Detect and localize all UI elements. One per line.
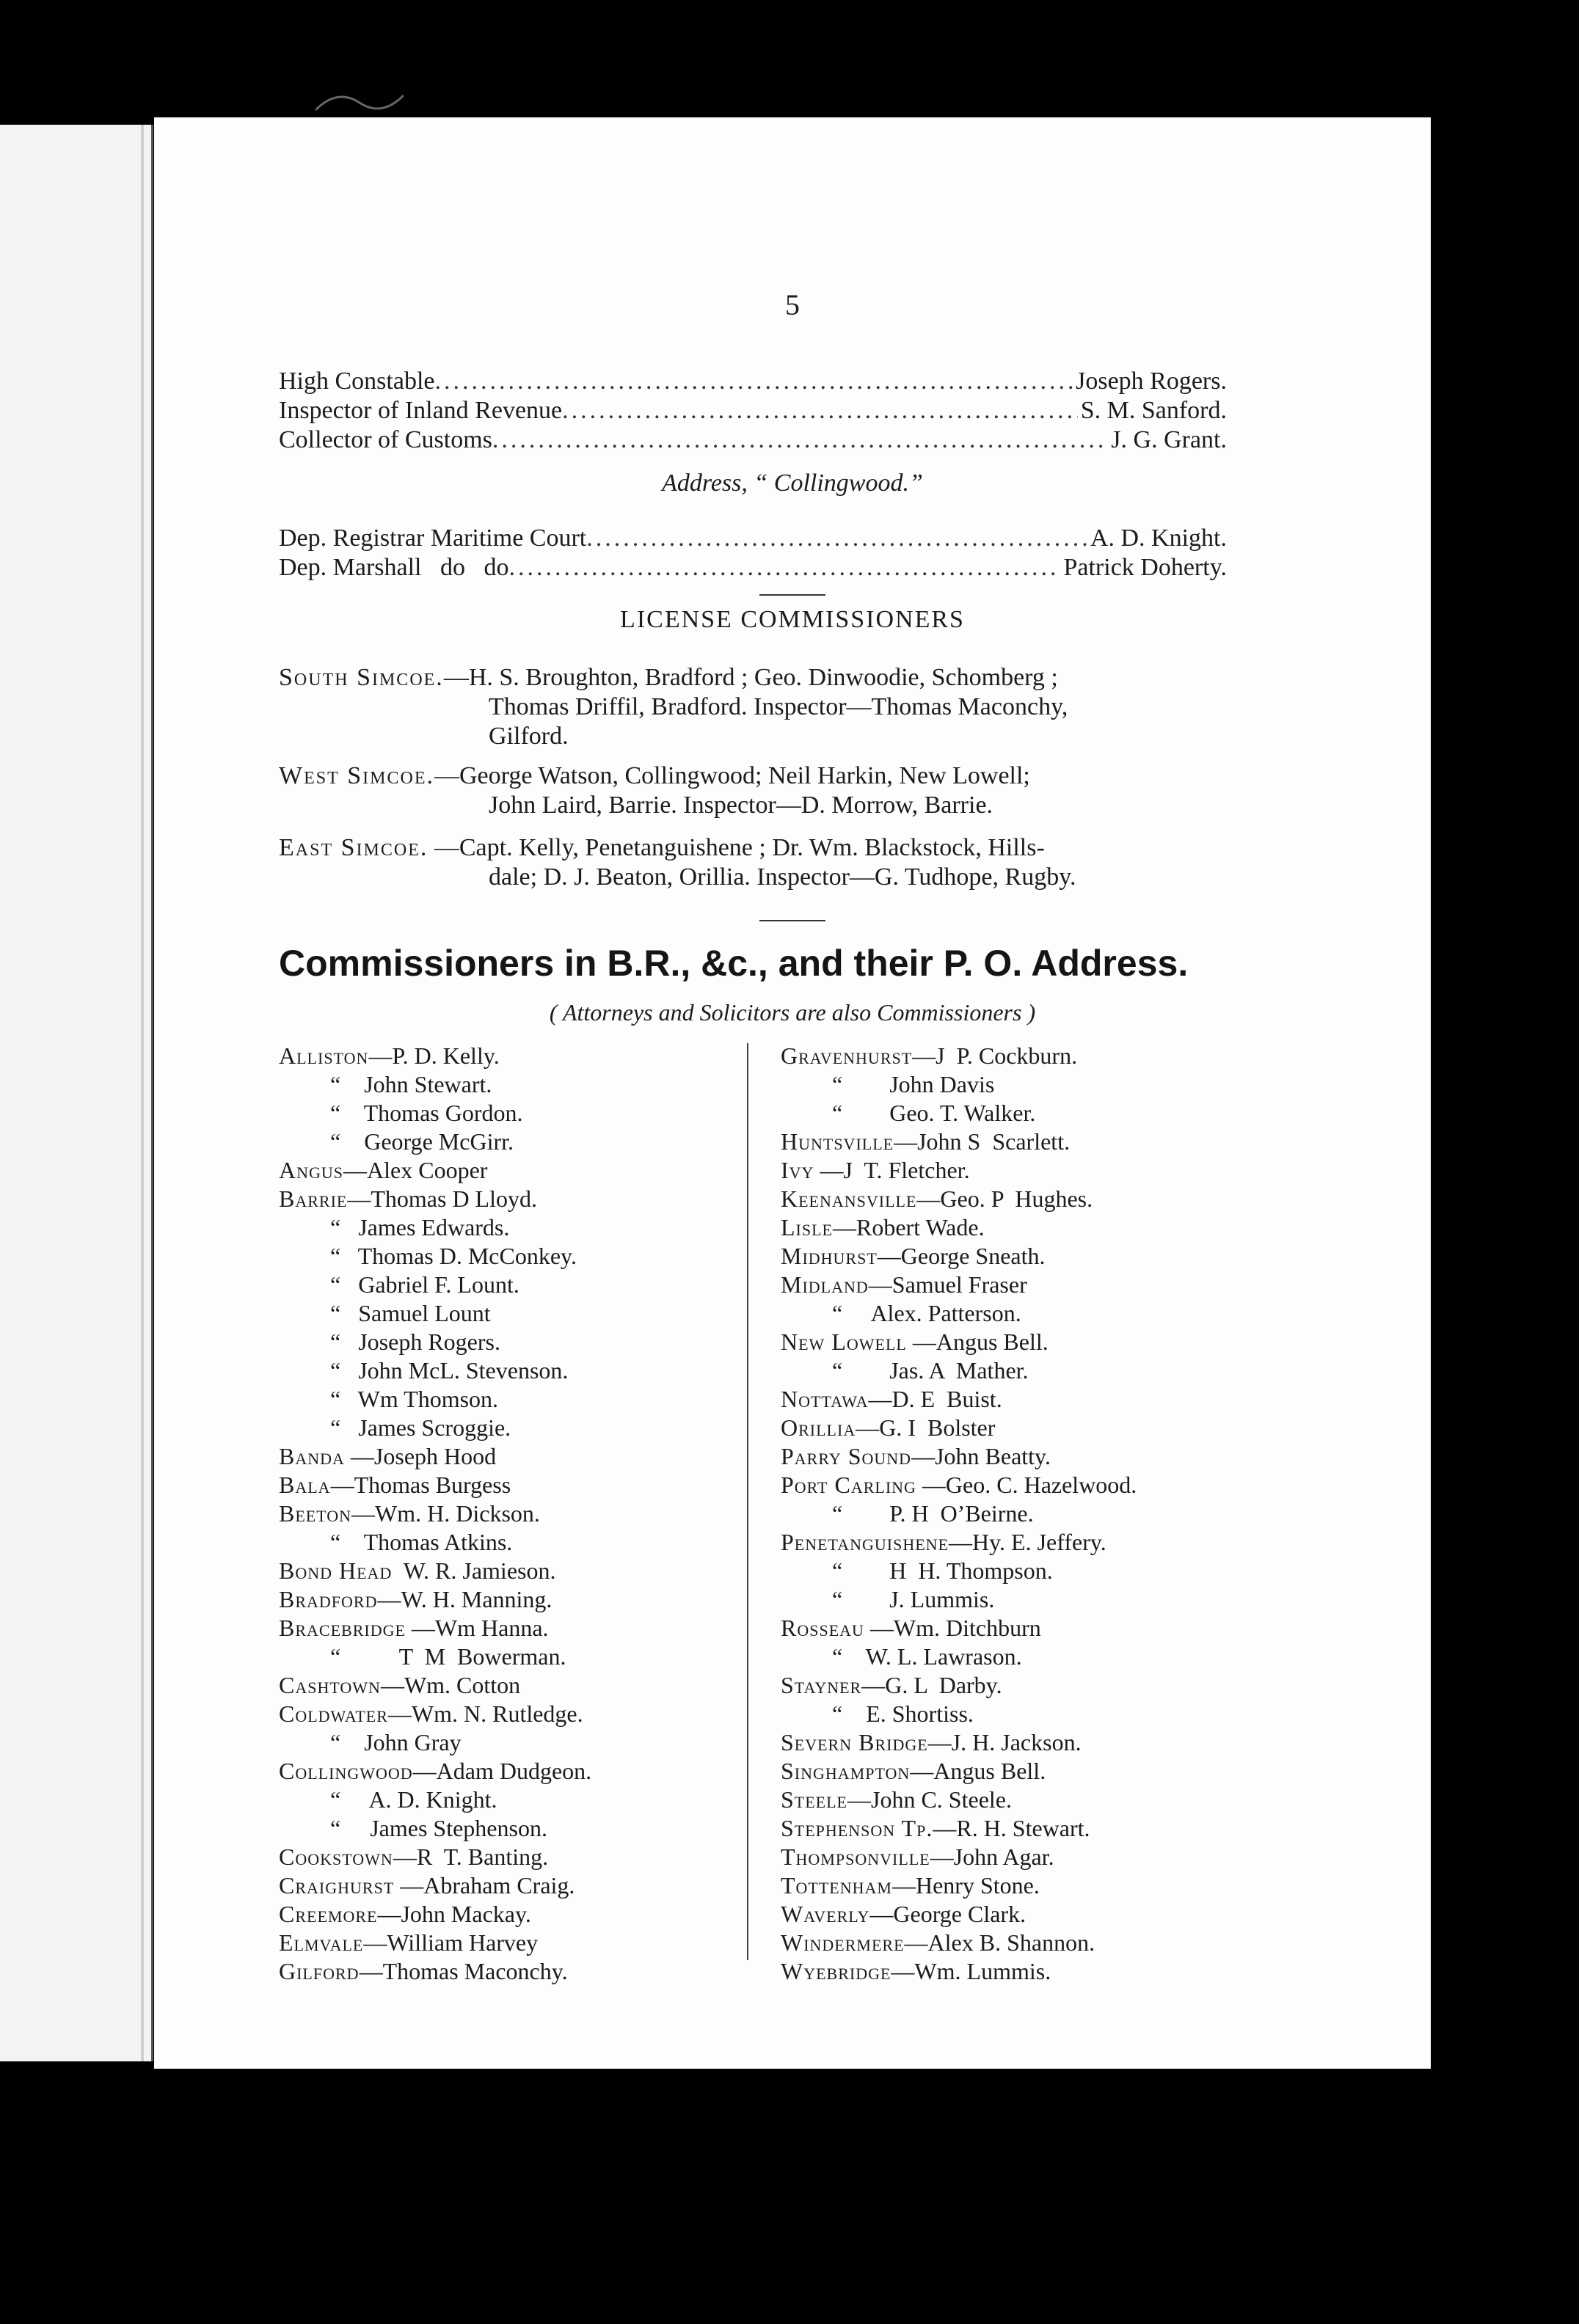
facing-page-edge <box>0 125 153 2061</box>
place-name: Bracebridge <box>279 1615 406 1641</box>
license-entry <box>279 663 1227 751</box>
commissioner-entry <box>279 1385 734 1414</box>
place-name: Angus <box>279 1157 344 1183</box>
place-name: Thompsonville <box>781 1844 930 1870</box>
commissioner-name: —W. H. Manning. <box>377 1586 553 1612</box>
commissioner-entry <box>279 1700 734 1728</box>
commissioner-name: “ W. L. Lawrason. <box>832 1643 1022 1670</box>
commissioner-entry <box>279 1299 734 1328</box>
commissioner-name: —Alex B. Shannon. <box>904 1929 1095 1956</box>
officer-name: Patrick Doherty. <box>1063 554 1227 581</box>
column-divider <box>747 1043 748 1960</box>
place-name: Port Carling <box>781 1472 916 1498</box>
commissioner-name: —Geo. C. Hazelwood. <box>916 1472 1137 1498</box>
leader-dots <box>586 524 1087 553</box>
commissioner-name: —J T. Fletcher. <box>814 1157 970 1183</box>
place-name: Tottenham <box>781 1872 892 1899</box>
commissioner-name: “ Wm Thomson. <box>330 1386 499 1412</box>
commissioner-entry <box>781 1957 1280 1986</box>
place-name: Keenansville <box>781 1185 917 1212</box>
commissioner-entry <box>781 1471 1280 1499</box>
officer-name: J. G. Grant. <box>1111 426 1227 453</box>
officer-name: A. D. Knight. <box>1090 525 1227 552</box>
commissioner-entry <box>279 1128 734 1156</box>
commissioner-entry <box>781 1614 1280 1642</box>
commissioner-name: —Joseph Hood <box>344 1443 497 1469</box>
leader-dots <box>434 367 1073 396</box>
commissioner-entry <box>781 1271 1280 1299</box>
commissioner-name: “ John Stewart. <box>330 1071 492 1097</box>
commissioner-entry <box>279 1356 734 1385</box>
place-name: Coldwater <box>279 1700 388 1727</box>
commissioner-name: —J. H. Jackson. <box>927 1729 1082 1755</box>
section-rule <box>759 920 825 921</box>
place-name: Huntsville <box>781 1128 894 1155</box>
commissioner-entry <box>279 1414 734 1442</box>
commissioner-name: —Wm. Lummis. <box>891 1958 1051 1984</box>
commissioner-name: —Wm Hanna. <box>405 1615 549 1641</box>
place-name: Cashtown <box>279 1672 381 1698</box>
commissioner-name: —Thomas Maconchy. <box>359 1958 568 1984</box>
officer-name: S. M. Sanford. <box>1080 397 1227 424</box>
commissioner-name: “ P. H O’Beirne. <box>832 1500 1034 1527</box>
commissioner-entry <box>781 1929 1280 1957</box>
commissioner-entry <box>781 1585 1280 1614</box>
commissioner-name: “ Thomas D. McConkey. <box>330 1243 577 1269</box>
commissioner-entry <box>279 1728 734 1757</box>
commissioner-entry <box>781 1557 1280 1585</box>
commissioner-name: “ John Davis <box>832 1071 995 1097</box>
commissioner-entry <box>279 1156 734 1185</box>
commissioner-entry <box>279 1614 734 1642</box>
license-entry <box>279 833 1227 892</box>
place-name: Parry Sound <box>781 1443 912 1469</box>
place-name: Stephenson Tp. <box>781 1815 933 1841</box>
commissioner-name: “ Thomas Atkins. <box>330 1529 513 1555</box>
commissioner-entry <box>279 1957 734 1986</box>
commissioner-name: —George Sneath. <box>877 1243 1046 1269</box>
commissioner-name: —Hy. E. Jeffery. <box>949 1529 1106 1555</box>
commissioner-name: —Wm. Ditchburn <box>864 1615 1041 1641</box>
commissioners-title: Commissioners in B.R., &c., and their P. O. Address. <box>279 943 1189 984</box>
commissioner-entry <box>781 1900 1280 1929</box>
commissioner-name: “ Jas. A Mather. <box>832 1357 1029 1384</box>
commissioner-entry <box>781 1099 1280 1128</box>
commissioner-entry <box>279 1900 734 1929</box>
commissioner-entry <box>279 1642 734 1671</box>
place-name: Rosseau <box>781 1615 864 1641</box>
commissioner-entry <box>279 1242 734 1271</box>
commissioner-entry <box>279 1814 734 1843</box>
commissioner-entry <box>781 1757 1280 1786</box>
place-name: Orillia <box>781 1414 856 1441</box>
address-line: Address, “ Collingwood.” <box>662 469 923 497</box>
commissioner-name: —Angus Bell. <box>906 1329 1049 1355</box>
commissioner-entry <box>781 1642 1280 1671</box>
entry-line: —H. S. Broughton, Bradford ; Geo. Dinwoodie, Schomberg ; <box>443 664 1058 691</box>
commissioner-entry <box>279 1786 734 1814</box>
commissioner-name: “ T M Bowerman. <box>330 1643 566 1670</box>
place-name: Midhurst <box>781 1243 878 1269</box>
place-name: Windermere <box>781 1929 905 1956</box>
commissioner-name: —Geo. P Hughes. <box>916 1185 1093 1212</box>
commissioner-entry <box>781 1871 1280 1900</box>
commissioner-name: —Robert Wade. <box>833 1214 985 1240</box>
officer-label: Dep. Registrar Maritime Court <box>279 525 587 552</box>
court-officer-row <box>279 524 1227 553</box>
commissioner-name: “ James Edwards. <box>330 1214 510 1240</box>
commissioner-entry <box>279 1213 734 1242</box>
commissioner-entry <box>279 1557 734 1585</box>
commissioner-entry <box>279 1070 734 1099</box>
section-rule <box>759 594 825 596</box>
commissioner-entry <box>279 1271 734 1299</box>
commissioner-entry <box>781 1042 1280 1070</box>
officer-label: High Constable <box>279 368 435 395</box>
place-name: Cookstown <box>279 1844 393 1870</box>
place-name: Waverly <box>781 1901 870 1927</box>
place-name: Elmvale <box>279 1929 364 1956</box>
place-name: Penetanguishene <box>781 1529 949 1555</box>
commissioner-entry <box>781 1442 1280 1471</box>
license-heading: LICENSE COMMISSIONERS <box>620 606 965 633</box>
place-name: Craighurst <box>279 1872 395 1899</box>
commissioner-name: —William Harvey <box>363 1929 539 1956</box>
commissioner-name: “ Geo. T. Walker. <box>832 1100 1036 1126</box>
commissioner-entry <box>781 1356 1280 1385</box>
document-page <box>154 117 1431 2069</box>
commissioner-entry <box>781 1128 1280 1156</box>
commissioner-entry <box>781 1414 1280 1442</box>
officer-label: Collector of Customs <box>279 426 492 453</box>
commissioner-name: —John Beatty. <box>911 1443 1051 1469</box>
district-name: East Simcoe. <box>279 834 429 861</box>
place-name: Gilford <box>279 1958 360 1984</box>
entry-line: —Capt. Kelly, Penetanguishene ; Dr. Wm. Blackstock, Hills- <box>428 834 1045 861</box>
commissioner-name: —Wm. N. Rutledge. <box>387 1700 583 1727</box>
page-number: 5 <box>785 288 800 321</box>
commissioner-entry <box>781 1213 1280 1242</box>
right-commissioner-column <box>781 1042 1280 1986</box>
commissioner-name: “ John Gray <box>330 1729 462 1755</box>
commissioner-entry <box>781 1843 1280 1871</box>
place-name: Ivy <box>781 1157 814 1183</box>
commissioner-name: “ E. Shortiss. <box>832 1700 974 1727</box>
place-name: Steele <box>781 1786 847 1813</box>
commissioner-name: —Wm. H. Dickson. <box>351 1500 540 1527</box>
commissioner-entry <box>279 1442 734 1471</box>
commissioner-name: “ John McL. Stevenson. <box>330 1357 569 1384</box>
commissioner-entry <box>279 1042 734 1070</box>
entry-line: dale; D. J. Beaton, Orillia. Inspector—G. Tudhope, Rugby. <box>489 863 1076 891</box>
leader-dots <box>492 425 1108 455</box>
officer-name: Joseph Rogers. <box>1076 368 1227 395</box>
place-name: New Lowell <box>781 1329 907 1355</box>
officer-row <box>279 425 1227 455</box>
commissioner-name: “ Thomas Gordon. <box>330 1100 523 1126</box>
license-entry <box>279 761 1227 820</box>
commissioner-name: “ J. Lummis. <box>832 1586 995 1612</box>
entry-line: Gilford. <box>489 723 569 750</box>
commissioner-name: —R T. Banting. <box>393 1844 549 1870</box>
entry-line: —George Watson, Collingwood; Neil Harkin, New Lowell; <box>434 762 1030 789</box>
commissioner-entry <box>781 1156 1280 1185</box>
commissioner-entry <box>279 1471 734 1499</box>
commissioner-entry <box>279 1328 734 1356</box>
commissioner-entry <box>781 1299 1280 1328</box>
commissioner-name: —R. H. Stewart. <box>933 1815 1090 1841</box>
commissioner-name: —John Agar. <box>930 1844 1054 1870</box>
officer-label: Inspector of Inland Revenue <box>279 397 563 424</box>
entry-line: Thomas Driffil, Bradford. Inspector—Thomas Maconchy, <box>489 693 1068 720</box>
place-name: Bala <box>279 1472 331 1498</box>
commissioner-entry <box>279 1185 734 1213</box>
leader-dots <box>562 396 1078 425</box>
commissioner-name: —John C. Steele. <box>847 1786 1012 1813</box>
officer-label: Dep. Marshall do do <box>279 554 509 581</box>
commissioner-entry <box>781 1814 1280 1843</box>
commissioner-entry <box>279 1099 734 1128</box>
commissioner-name: “ Alex. Patterson. <box>832 1300 1021 1326</box>
commissioner-entry <box>279 1929 734 1957</box>
commissioner-name: W. R. Jamieson. <box>392 1557 556 1584</box>
commissioner-entry <box>781 1671 1280 1700</box>
place-name: Severn Bridge <box>781 1729 928 1755</box>
page-gutter <box>141 125 144 2061</box>
place-name: Alliston <box>279 1042 369 1069</box>
commissioner-name: “ Samuel Lount <box>330 1300 491 1326</box>
commissioner-name: “ H H. Thompson. <box>832 1557 1053 1584</box>
commissioner-entry <box>781 1070 1280 1099</box>
commissioner-entry <box>781 1185 1280 1213</box>
commissioner-name: —Adam Dudgeon. <box>412 1758 592 1784</box>
court-officer-row <box>279 553 1227 582</box>
commissioner-name: —G. I Bolster <box>856 1414 996 1441</box>
commissioner-name: —Abraham Craig. <box>394 1872 575 1899</box>
commissioner-entry <box>279 1528 734 1557</box>
commissioners-subtitle: ( Attorneys and Solicitors are also Commissioners ) <box>549 999 1036 1026</box>
district-name: West Simcoe. <box>279 762 434 789</box>
commissioner-name: —Thomas Burgess <box>330 1472 511 1498</box>
commissioner-entry <box>781 1328 1280 1356</box>
place-name: Bradford <box>279 1586 378 1612</box>
entry-line: John Laird, Barrie. Inspector—D. Morrow, Barrie. <box>489 792 993 819</box>
leader-dots <box>509 553 1061 582</box>
commissioner-entry <box>781 1385 1280 1414</box>
commissioner-entry <box>781 1700 1280 1728</box>
commissioner-name: “ Joseph Rogers. <box>330 1329 500 1355</box>
commissioner-entry <box>781 1786 1280 1814</box>
commissioner-name: —Alex Cooper <box>343 1157 488 1183</box>
place-name: Midland <box>781 1271 869 1298</box>
place-name: Barrie <box>279 1185 348 1212</box>
commissioner-name: —J P. Cockburn. <box>912 1042 1078 1069</box>
place-name: Beeton <box>279 1500 352 1527</box>
commissioner-entry <box>279 1843 734 1871</box>
commissioner-name: —John S Scarlett. <box>894 1128 1071 1155</box>
commissioner-name: “ A. D. Knight. <box>330 1786 497 1813</box>
commissioner-entry <box>781 1499 1280 1528</box>
commissioner-name: —Samuel Fraser <box>868 1271 1027 1298</box>
commissioner-name: —P. D. Kelly. <box>368 1042 500 1069</box>
commissioner-entry <box>781 1728 1280 1757</box>
commissioner-entry <box>279 1499 734 1528</box>
commissioner-name: —D. E Buist. <box>868 1386 1002 1412</box>
officer-row <box>279 367 1227 396</box>
commissioner-entry <box>279 1871 734 1900</box>
commissioner-name: —Thomas D Lloyd. <box>347 1185 537 1212</box>
place-name: Lisle <box>781 1214 833 1240</box>
place-name: Nottawa <box>781 1386 869 1412</box>
place-name: Singhampton <box>781 1758 911 1784</box>
commissioner-entry <box>279 1585 734 1614</box>
commissioner-name: —G. L Darby. <box>861 1672 1002 1698</box>
commissioner-entry <box>781 1528 1280 1557</box>
place-name: Collingwood <box>279 1758 413 1784</box>
place-name: Stayner <box>781 1672 862 1698</box>
commissioner-name: —Wm. Cotton <box>380 1672 521 1698</box>
commissioner-name: “ Gabriel F. Lount. <box>330 1271 519 1298</box>
commissioner-name: “ George McGirr. <box>330 1128 514 1155</box>
commissioner-name: “ James Scroggie. <box>330 1414 511 1441</box>
commissioner-entry <box>279 1757 734 1786</box>
place-name: Wyebridge <box>781 1958 891 1984</box>
commissioner-name: —John Mackay. <box>377 1901 531 1927</box>
commissioner-entry <box>781 1242 1280 1271</box>
commissioner-name: —George Clark. <box>869 1901 1026 1927</box>
place-name: Gravenhurst <box>781 1042 913 1069</box>
left-commissioner-column <box>279 1042 734 1986</box>
place-name: Bond Head <box>279 1557 393 1584</box>
place-name: Creemore <box>279 1901 378 1927</box>
district-name: South Simcoe. <box>279 664 444 691</box>
officer-row <box>279 396 1227 425</box>
commissioner-entry <box>279 1671 734 1700</box>
commissioner-name: “ James Stephenson. <box>330 1815 547 1841</box>
commissioner-name: —Angus Bell. <box>910 1758 1046 1784</box>
commissioner-name: —Henry Stone. <box>891 1872 1040 1899</box>
place-name: Banda <box>279 1443 345 1469</box>
